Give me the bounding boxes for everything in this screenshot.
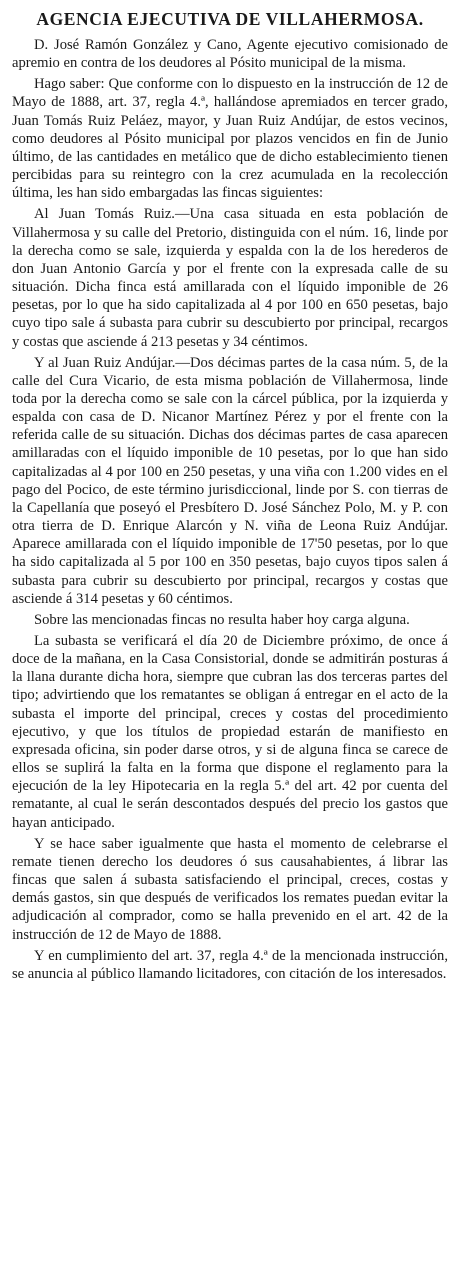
paragraph-juan-ruiz-andujar: Y al Juan Ruiz Andújar.—Dos décimas partes de la casa núm. 5, de la calle del Cura Vicario, de esta misma población de Villahermosa, linde toda por la derecha como se sale con la cárcel pública, por la izquierda y espalda con casa de D. Nicanor Martínez Pérez y por el frente con la referida calle de su situación. Dichas dos décimas partes de casa aparecen amillaradas con el líquido imponible de 10 pesetas, por lo que han sido capitalizadas al 4 por 100 en 250 pesetas, y una viña con 1.200 vides en el pago del Pocico, de este término jurisdiccional, linde por S. con tierras de la Capellanía que poseyó el Presbítero D. José Sánchez Polo, M. y P. con otra tierra de D. Enrique Alarcón y N. viña de Leona Ruiz Andújar. Aparece amillarada con el líquido imponible de 17'50 pesetas, por lo que ha sido capitalizada al 5 por 100 en 350 pesetas, bajo cuyos tipos salen á subasta para cubrir su descubierto por principal, recargos y costas que asciende á 314 pesetas y 60 céntimos. bbox=[12, 354, 448, 607]
notice-title: AGENCIA EJECUTIVA DE VILLAHERMOSA. bbox=[36, 9, 424, 29]
paragraph-derecho-deudores: Y se hace saber igualmente que hasta el momento de celebrarse el remate tienen derecho los deudores ó sus causahabientes, á librar las fincas que salen á subasta satisfaciendo el principal, creces, costas y demás gastos, sin que después de verificados los remates puedan evitar la adjudicación al comprador, como se halla prevenido en el art. 42 de la instrucción de 12 de Mayo de 1888. bbox=[12, 835, 448, 943]
notice-column bbox=[12, 8, 448, 986]
paragraph-cumplimiento: Y en cumplimiento del art. 37, regla 4.ª de la mencionada instrucción, se anuncia al público llamando licitadores, con citación de los interesados. bbox=[12, 947, 448, 982]
paragraph-juan-tomas-ruiz: Al Juan Tomás Ruiz.—Una casa situada en esta población de Villahermosa y su calle del Pretorio, distinguida con el núm. 16, linde por la derecha como se sale, izquierda y espalda con la de los herederos de don Juan Antonio García y por el frente con la expresada calle de su situación. Dicha finca está amillarada con el líquido imponible de 26 pesetas, por lo que ha sido capitalizada al 4 por 100 en 650 pesetas, bajo cuyo tipo sale á subasta para cubrir su descubierto por principal, recargos y costas que asciende á 213 pesetas y 34 céntimos. bbox=[12, 206, 448, 350]
paragraph-sin-cargas: Sobre las mencionadas fincas no resulta haber hoy carga alguna. bbox=[34, 611, 410, 628]
paragraph-subasta: La subasta se verificará el día 20 de Diciembre próximo, de once á doce de la mañana, en la Casa Consistorial, donde se admitirán posturas á la llana durante dicha hora, siempre que cubran las dos terceras partes del tipo; advirtiendo que los rematantes se obligan á entregar en el acto de la subasta el importe del principal, creces y costas del procedimiento ejecutivo, y que los títulos de propiedad estarán de manifiesto en expresada oficina, sin poder darse otros, y si de alguna finca se carece de ellos se suplirá la falta en la forma que dispone el reglamento para la ejecución de la ley Hipotecaria en la regla 5.ª del art. 42 por cuenta del rematante, al cual le serán descontados después del precio los gastos que hayan anticipado. bbox=[12, 633, 448, 831]
paragraph-agent-intro: D. José Ramón González y Cano, Agente ejecutivo comisionado de apremio en contra de los deudores al Pósito municipal de la misma. bbox=[12, 37, 448, 72]
paragraph-hago-saber: Hago saber: Que conforme con lo dispuesto en la instrucción de 12 de Mayo de 1888, art. 37, regla 4.ª, hallándose apremiados en tercer grado, Juan Tomás Ruiz Peláez, mayor, y Juan Ruiz Andújar, de estos vecinos, como deudores al Pósito municipal por plazos vencidos en fin de Junio último, de las cantidades en metálico que de dicho establecimiento tienen percibidas para su reintegro con la crez acumulada en la recolección última, les han sido embargadas las fincas siguientes: bbox=[12, 76, 448, 202]
